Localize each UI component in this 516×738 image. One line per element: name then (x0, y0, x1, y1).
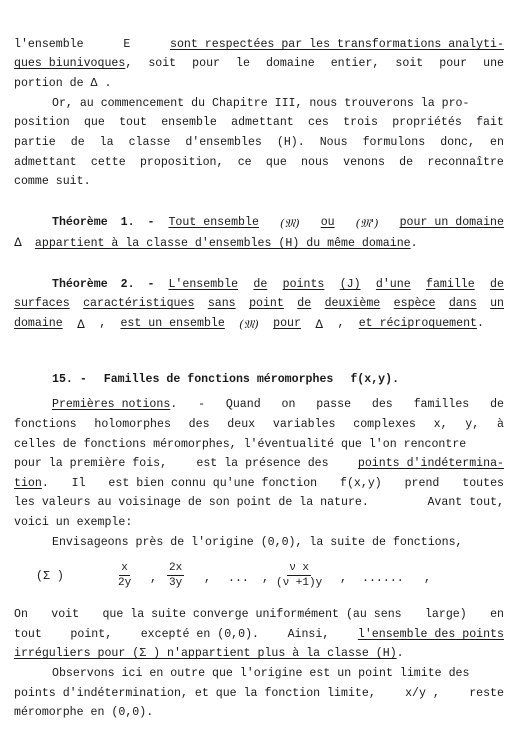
theorem-1: Théorème 1. - Tout ensemble (𝔐) ou (𝔐') pour un domaine (52, 216, 504, 230)
text-line: Δ appartient à la classe d'ensembles (H) du même domaine. (14, 235, 418, 250)
text-line: comme suit. (14, 175, 91, 188)
text-line: Or, au commencement du Chapitre III, nous trouverons la pro- (52, 97, 470, 110)
text-line: les valeurs au voisinage de son point de la nature. Avant tout, (14, 496, 504, 509)
text-line (14, 38, 504, 52)
section-heading (52, 373, 452, 387)
underlined-phrase: ques biunivoques (14, 57, 126, 70)
text-line: domaine Δ , est un ensemble (𝔐) pour Δ , et réciproquement. (14, 317, 484, 331)
text-line: celles de fonctions méromorphes, l'éventualité que l'on rencontre (14, 438, 467, 451)
text-line: tion. Il est bien connu qu'une fonction f(x,y) prend toutes (14, 477, 504, 490)
section-title: Familles de fonctions méromorphes (103, 373, 334, 386)
text-line: Observons ici en outre que l'origine est un point limite des (52, 667, 470, 680)
text-line: voici un exemple: (14, 516, 133, 529)
word: E (123, 38, 131, 51)
text-line: surfaces caractéristiques sans point de deuxième espèce dans un (14, 297, 504, 310)
delta-symbol: Δ (14, 235, 22, 249)
word: l'ensemble (14, 38, 84, 51)
text-line: points d'indétermination, et que la fonction limite, x/y , reste (14, 687, 504, 700)
text-line: position que tout ensemble admettant ces trois propriétés fait (14, 116, 504, 129)
text-line: partie de la classe d'ensembles (H). Nous formulons donc, en (14, 136, 504, 149)
section-function: f(x,y). (350, 373, 400, 386)
text-line: admettant cette proposition, ce que nous venons de reconnaître (14, 156, 504, 169)
text-line: Envisageons près de l'origine (0,0), la suite de fonctions, (52, 536, 463, 549)
section-number: 15. - (52, 373, 87, 386)
text-line: irréguliers pour (Σ ) n'appartient plus à la classe (H). (14, 647, 404, 660)
theorem-2: Théorème 2. - L'ensemble de points (J) d'une famille de (52, 278, 504, 291)
text-line: ques biunivoques, soit pour le domaine entier, soit pour une (14, 57, 504, 70)
fraction: $\frac{2x}{3y}$ (169, 562, 183, 589)
text-line: méromorphe en (0,0). (14, 706, 154, 719)
text-line: portion de Δ . (14, 77, 112, 90)
underlined-phrase: sont respectées par les transformations analyti- (170, 38, 504, 51)
text-line: pour la première fois, est la présence des points d'indétermina- (14, 457, 504, 470)
fraction: $\frac{x}{2y}$ (118, 562, 132, 589)
theorem-label: Théorème 1. - (52, 216, 155, 229)
text-line: Premières notions. - Quand on passe des familles de (52, 398, 504, 411)
fraction: $\frac{\text{ν x}}{(\nu +1)y}$ (276, 562, 323, 589)
text-line: tout point, excepté en (0,0). Ainsi, l'ensemble des points (14, 628, 504, 641)
text-line: fonctions holomorphes des deux variables complexes x, y, à (14, 418, 504, 431)
page: l'ensemble E sont respectées par les transformations analyti- ques biunivoques, soit pour le domaine entier, soit pour une portion de Δ . Or, au commencement du Chapitre III, nous trouverons la pro- position que tout ensemble admettant ces trois propriétés fait partie de la classe d'ensembles (H). Nous formulons donc, en admettant cette proposition, ce que nous venons de reconnaître comme suit. Théorème 1. - Tout ensemble (𝔐) ou (𝔐') pour un domaine Δ appartient à la classe d'ensembles (H) du même domaine. Théorème 2. - L'ensemble de points (J) d'une famille de surfaces caractéristiques sans point de deuxième espèce dans un domaine Δ , est un ensemble (𝔐) pour Δ , et réciproquement. 15. - Familles de fonctions méromorphes f(x,y). Premières notions. - Quand on passe des familles de fonctions holomorphes des deux variables complexes x, y, à celles de fonctions méromorphes, l'éventualité que l'on rencontre pour la première fois, est la présence des points d'indétermina- tion. Il est bien connu qu'une fonction f(x,y) prend toutes les valeurs au voisinage de son point de la nature. Avant tout, voici un exemple: Envisageons près de l'origine (0,0), la suite de fonctions, (Σ ) $\frac{x}{2y}$ , $\frac{2x}{3y}$ , ... , $\frac{\text{ν x}}{(\nu +1)y}$ , ...... , On voit que la suite converge uniformément (au sens large) en tout point, excepté en (0,0). Ainsi, l'ensemble des points irréguliers pour (Σ ) n'appartient plus à la classe (H). Observons ici en outre que l'origine est un point limite des points d'indétermination, et que la fonction limite, x/y , reste méromorphe en (0,0). (14, 38, 504, 719)
text-line: On voit que la suite converge uniformément (au sens large) en (14, 608, 504, 621)
theorem-label: Théorème 2. - (52, 278, 155, 291)
formula-label: (Σ ) (36, 570, 64, 583)
